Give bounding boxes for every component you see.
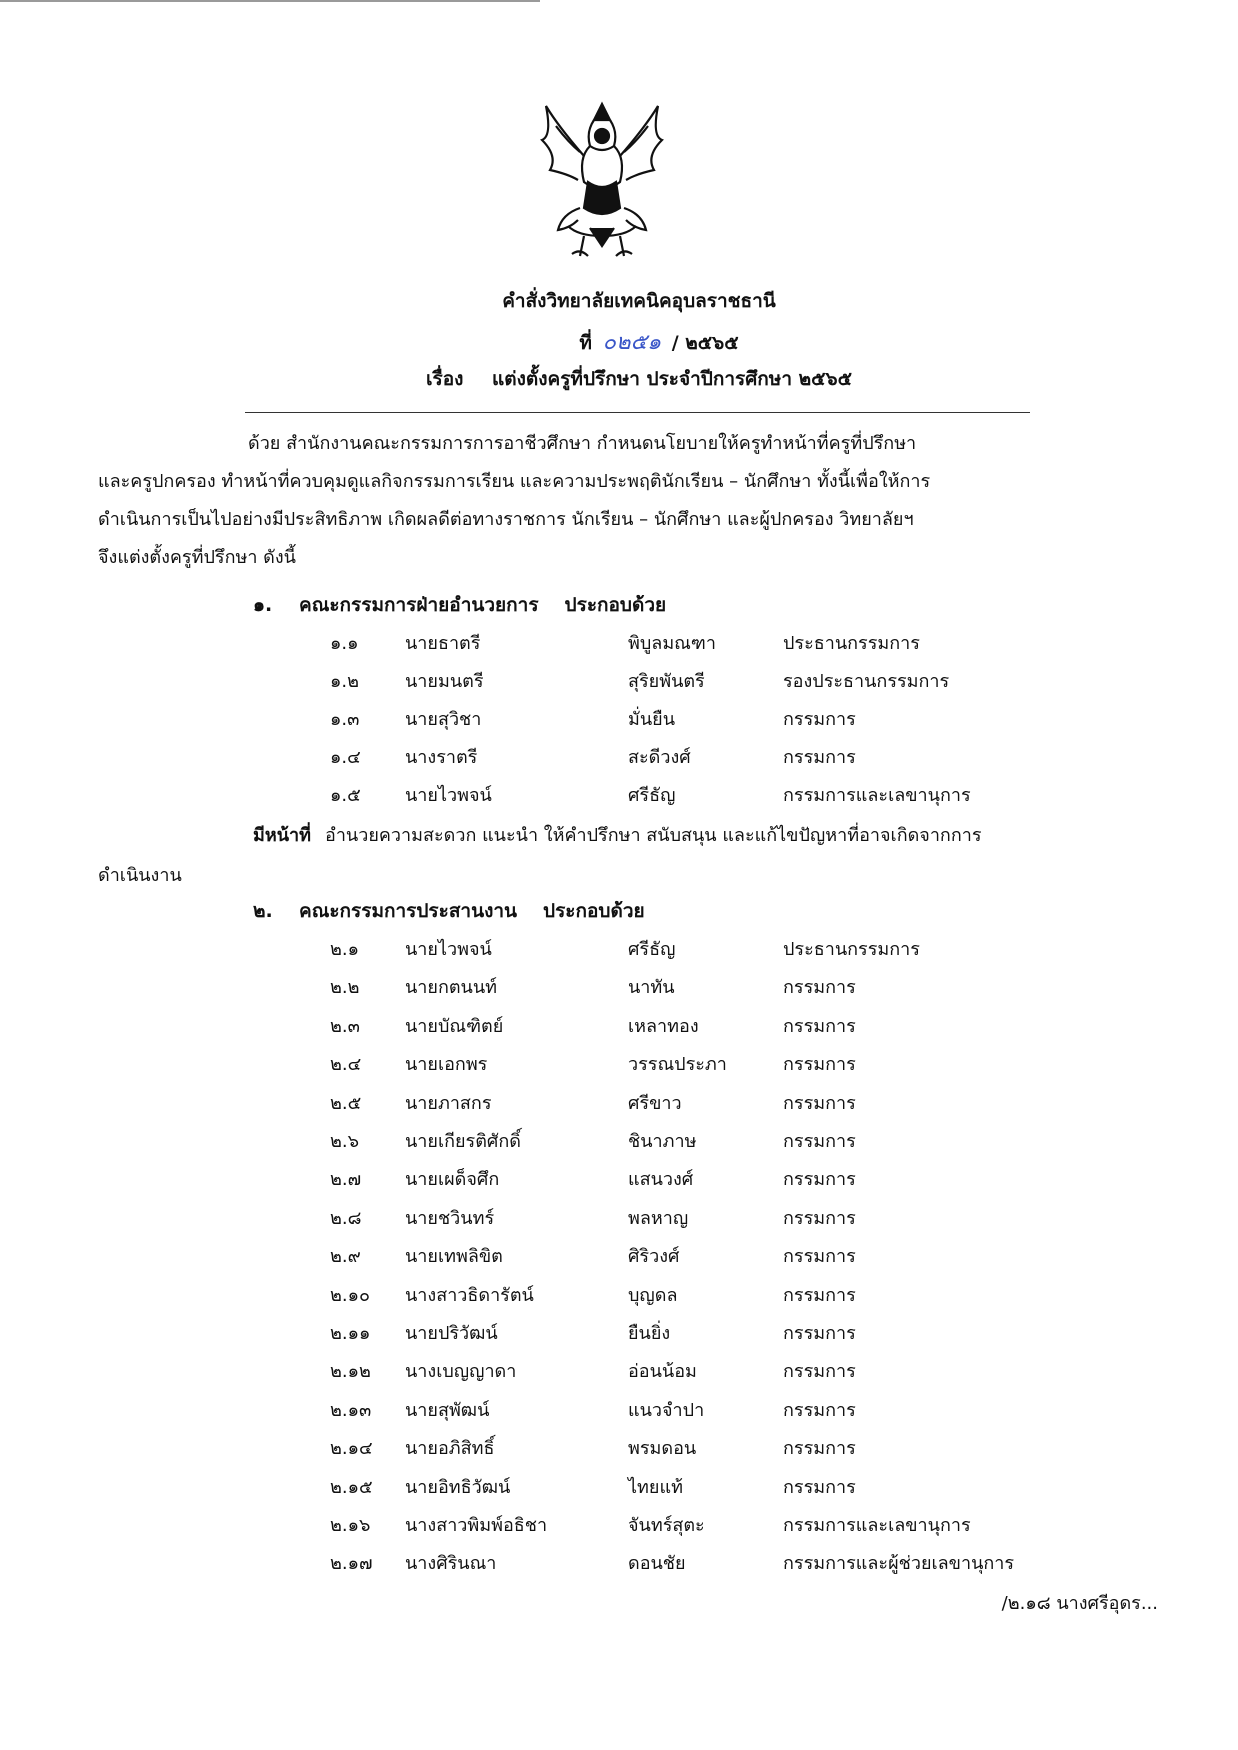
intro-line-1: ด้วย สำนักงานคณะกรรมการการอาชีวศึกษา กำหนดนโยบายให้ครูทำหน้าที่ครูที่ปรึกษา xyxy=(248,433,917,454)
member-role: กรรมการ xyxy=(783,1284,856,1306)
garuda-emblem-icon xyxy=(528,96,676,266)
member-role: กรรมการ xyxy=(783,709,856,730)
member-role: กรรมการและเลขานุการ xyxy=(783,1515,971,1536)
member-row xyxy=(0,1049,1238,1079)
duty-label: มีหน้าที่ xyxy=(253,825,312,846)
member-index: ๒.๒ xyxy=(330,977,360,999)
member-row xyxy=(0,742,1238,772)
member-row xyxy=(0,972,1238,1002)
member-row xyxy=(0,1548,1238,1578)
section-1-duty xyxy=(253,820,982,849)
member-last-name: ศิริวงศ์ xyxy=(628,1246,680,1268)
member-first-name: นางสาวพิมพ์อธิชา xyxy=(405,1515,548,1536)
member-index: ๒.๑๐ xyxy=(330,1284,370,1306)
member-first-name: นางศิรินณา xyxy=(405,1553,497,1575)
member-last-name: วรรณประภา xyxy=(628,1054,727,1076)
member-first-name: นายไวพจน์ xyxy=(405,939,492,960)
member-first-name: นายมนตรี xyxy=(405,671,484,692)
member-index: ๒.๕ xyxy=(330,1092,362,1114)
member-index: ๑.๕ xyxy=(330,785,361,806)
section-1-heading xyxy=(253,590,666,620)
header-divider xyxy=(245,412,1030,413)
member-last-name: เหลาทอง xyxy=(628,1015,699,1037)
member-row xyxy=(0,628,1238,658)
section-1-title: คณะกรรมการฝ่ายอำนวยการ xyxy=(299,594,539,616)
member-last-name: พลหาญ xyxy=(628,1207,689,1229)
member-first-name: นายสุวิชา xyxy=(405,709,482,730)
member-first-name: นายภาสกร xyxy=(405,1092,492,1114)
member-last-name: บุญดล xyxy=(628,1284,678,1306)
duty-text: อำนวยความสะดวก แนะนำ ให้คำปรึกษา สนับสนุน และแก้ไขปัญหาที่อาจเกิดจากการ xyxy=(325,825,982,846)
page-continuation: /๒.๑๘ นางศรีอุดร... xyxy=(1001,1593,1158,1614)
member-role: กรรมการ xyxy=(783,1399,856,1421)
member-role: กรรมการ xyxy=(783,1207,856,1229)
member-role: กรรมการ xyxy=(783,1323,856,1344)
member-index: ๑.๓ xyxy=(330,709,360,730)
intro-line-3: ดำเนินการเป็นไปอย่างมีประสิทธิภาพ เกิดผลดีต่อทางราชการ นักเรียน – นักศึกษา และผู้ปกครอง วิทยาลัยฯ xyxy=(98,509,914,530)
member-first-name: นายปริวัฒน์ xyxy=(405,1323,498,1344)
member-index: ๒.๗ xyxy=(330,1169,362,1191)
member-role: กรรมการ xyxy=(783,747,856,768)
section-1-number: ๑. xyxy=(253,594,273,616)
member-first-name: นายธาตรี xyxy=(405,633,481,654)
member-index: ๒.๑๗ xyxy=(330,1553,373,1575)
member-row xyxy=(0,666,1238,696)
member-last-name: ศรีขาว xyxy=(628,1092,682,1114)
member-role: กรรมการ xyxy=(783,1169,856,1191)
member-last-name: ชินาภาษ xyxy=(628,1131,697,1152)
member-row xyxy=(0,1126,1238,1156)
subject-text: แต่งตั้งครูที่ปรึกษา ประจำปีการศึกษา ๒๕๖๕ xyxy=(492,368,852,390)
member-role: รองประธานกรรมการ xyxy=(783,671,950,692)
member-row xyxy=(0,1088,1238,1118)
member-last-name: ศรีธัญ xyxy=(628,939,676,960)
order-number xyxy=(40,324,1238,359)
member-role: กรรมการ xyxy=(783,977,856,999)
member-role: ประธานกรรมการ xyxy=(783,939,920,960)
subject-label: เรื่อง xyxy=(426,368,464,390)
member-row xyxy=(0,1433,1238,1463)
member-last-name: สุริยพันตรี xyxy=(628,671,705,692)
member-index: ๒.๑๓ xyxy=(330,1399,372,1421)
member-first-name: นายบัณฑิตย์ xyxy=(405,1015,504,1037)
member-last-name: แนวจำปา xyxy=(628,1399,705,1421)
member-first-name: นายอภิสิทธิ์ xyxy=(405,1438,495,1460)
member-row xyxy=(0,1280,1238,1310)
member-index: ๑.๔ xyxy=(330,747,361,768)
member-row xyxy=(0,1011,1238,1041)
member-first-name: นายสุพัฒน์ xyxy=(405,1399,490,1421)
member-index: ๒.๑๔ xyxy=(330,1438,373,1460)
member-index: ๑.๑ xyxy=(330,633,359,654)
member-role: กรรมการ xyxy=(783,1246,856,1268)
member-first-name: นายเอกพร xyxy=(405,1054,488,1076)
member-last-name: นาทัน xyxy=(628,977,675,999)
member-last-name: ไทยแท้ xyxy=(628,1476,683,1498)
member-first-name: นายไวพจน์ xyxy=(405,785,492,806)
member-role: กรรมการ xyxy=(783,1476,856,1498)
member-row xyxy=(0,780,1238,810)
member-role: กรรมการ xyxy=(783,1131,856,1152)
member-last-name: สะดีวงศ์ xyxy=(628,747,691,768)
member-index: ๒.๖ xyxy=(330,1131,360,1152)
member-role: กรรมการ xyxy=(783,1015,856,1037)
member-first-name: นายเทพลิขิต xyxy=(405,1246,503,1268)
member-first-name: นางราตรี xyxy=(405,747,478,768)
member-first-name: นายเกียรติศักดิ์ xyxy=(405,1131,521,1152)
intro-line-2: และครูปกครอง ทำหน้าที่ควบคุมดูแลกิจกรรมการเรียน และความประพฤตินักเรียน – นักศึกษา ทั้งนี้เพื่อให้การ xyxy=(98,471,931,492)
member-first-name: นางเบญญาดา xyxy=(405,1361,517,1383)
order-number-year: / ๒๕๖๕ xyxy=(671,332,739,354)
member-index: ๒.๑ xyxy=(330,939,360,960)
member-role: กรรมการ xyxy=(783,1361,856,1383)
member-index: ๒.๑๕ xyxy=(330,1476,373,1498)
member-index: ๒.๓ xyxy=(330,1015,360,1037)
duty-continuation: ดำเนินงาน xyxy=(98,865,182,886)
member-last-name: อ่อนน้อม xyxy=(628,1361,697,1383)
member-row xyxy=(0,1203,1238,1233)
member-index: ๒.๑๒ xyxy=(330,1361,371,1383)
member-role: ประธานกรรมการ xyxy=(783,633,920,654)
member-role: กรรมการ xyxy=(783,1092,856,1114)
member-role: กรรมการและเลขานุการ xyxy=(783,785,971,806)
order-title: คำสั่งวิทยาลัยเทคนิคอุบลราชธานี xyxy=(502,290,776,312)
member-last-name: พิบูลมณฑา xyxy=(628,633,716,654)
member-index: ๑.๒ xyxy=(330,671,360,692)
member-last-name: ศรีธัญ xyxy=(628,785,676,806)
member-last-name: แสนวงศ์ xyxy=(628,1169,694,1191)
member-index: ๒.๑๖ xyxy=(330,1515,371,1536)
member-row xyxy=(0,1241,1238,1271)
member-row xyxy=(0,1318,1238,1348)
section-2-suffix: ประกอบด้วย xyxy=(543,900,645,922)
member-last-name: ยืนยิ่ง xyxy=(628,1323,671,1344)
member-last-name: ดอนชัย xyxy=(628,1553,686,1575)
member-index: ๒.๘ xyxy=(330,1207,362,1229)
member-last-name: พรมดอน xyxy=(628,1438,697,1460)
member-row xyxy=(0,1356,1238,1386)
member-first-name: นายชวินทร์ xyxy=(405,1207,495,1229)
member-row xyxy=(0,1510,1238,1540)
order-subject xyxy=(20,364,1238,394)
section-2-title: คณะกรรมการประสานงาน xyxy=(299,900,518,922)
member-first-name: นายเผด็จศึก xyxy=(405,1169,500,1191)
member-index: ๒.๔ xyxy=(330,1054,362,1076)
member-role: กรรมการ xyxy=(783,1054,856,1076)
member-row xyxy=(0,1164,1238,1194)
member-first-name: นายอิทธิวัฒน์ xyxy=(405,1476,511,1498)
member-index: ๒.๙ xyxy=(330,1246,361,1268)
member-role: กรรมการ xyxy=(783,1438,856,1460)
section-2-number: ๒. xyxy=(253,900,273,922)
section-1-suffix: ประกอบด้วย xyxy=(564,594,667,616)
member-row xyxy=(0,934,1238,964)
member-first-name: นางสาวธิดารัตน์ xyxy=(405,1284,534,1306)
scan-edge-line xyxy=(0,0,540,2)
order-number-prefix: ที่ xyxy=(579,332,592,354)
member-index: ๒.๑๑ xyxy=(330,1323,371,1344)
intro-line-4: จึงแต่งตั้งครูที่ปรึกษา ดังนี้ xyxy=(98,547,296,568)
member-role: กรรมการและผู้ช่วยเลขานุการ xyxy=(783,1553,1015,1575)
member-row xyxy=(0,1472,1238,1502)
member-first-name: นายกตนนท์ xyxy=(405,977,498,999)
order-number-handwritten: ๐๒๕๑ xyxy=(602,330,662,355)
member-row xyxy=(0,1395,1238,1425)
section-2-heading xyxy=(253,896,645,926)
member-last-name: จันทร์สุตะ xyxy=(628,1515,705,1536)
member-last-name: มั่นยืน xyxy=(628,709,676,730)
member-row xyxy=(0,704,1238,734)
